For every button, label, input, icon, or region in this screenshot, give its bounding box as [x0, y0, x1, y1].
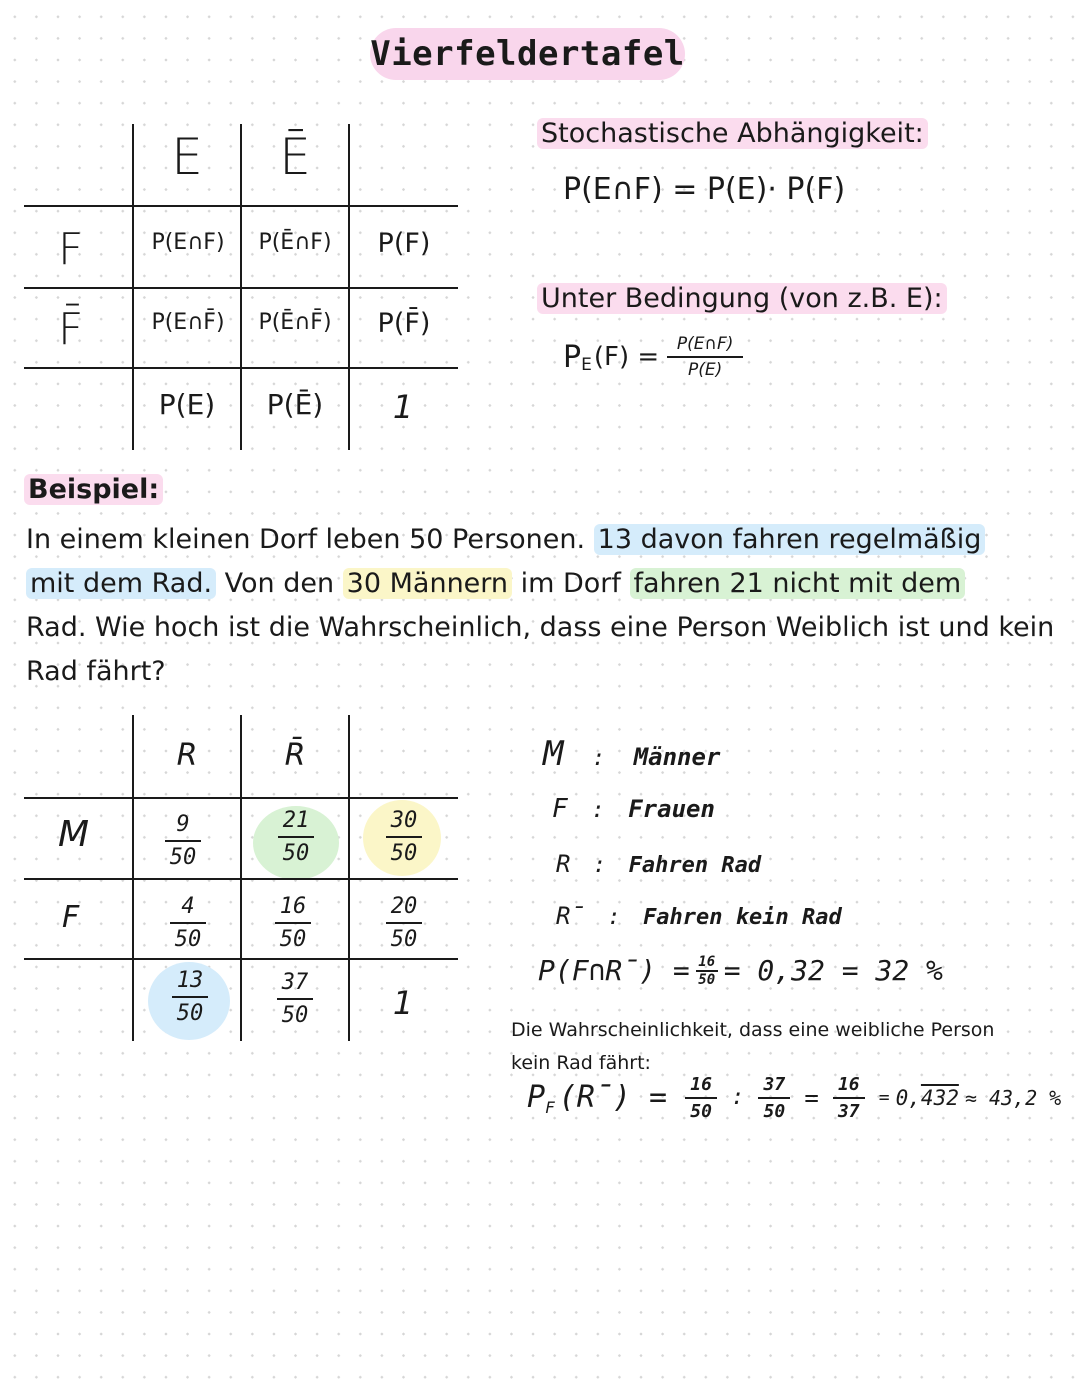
- cell-p-e-and-fbar: P(E∩F̄): [151, 310, 225, 335]
- cell-p-ebar-and-f: P(Ē∩F): [258, 230, 332, 255]
- legend-symbol: R̄: [556, 902, 585, 930]
- legend-text: Fahren Rad: [628, 853, 762, 878]
- numerator: 21: [282, 808, 310, 833]
- cell-p-ebar: P(Ē): [266, 388, 324, 421]
- denominator: 50: [174, 927, 202, 952]
- denominator: 50: [176, 1001, 204, 1026]
- cell-grand-total: 1: [392, 984, 414, 1022]
- table-hline: [24, 797, 458, 799]
- calc1-lhs: P(F∩R̄) =: [538, 954, 690, 988]
- legend-separator: :: [607, 905, 621, 930]
- conclusion-text: [511, 1014, 994, 1080]
- fraction-bar: [833, 1097, 865, 1099]
- example-highlight-blue: mit dem Rad.: [26, 568, 216, 599]
- cell-p-f: P(F): [377, 228, 431, 259]
- example-highlight-blue: 13 davon fahren regelmäßig: [594, 524, 986, 555]
- legend-item: [543, 734, 720, 774]
- calc2-fraction-1: [685, 1074, 717, 1122]
- table-hline: [24, 367, 458, 369]
- cell-total-r: [172, 968, 208, 1026]
- example-text-part: im Dorf: [512, 568, 630, 599]
- col-header-r: R: [176, 738, 198, 773]
- cell-m-total: [386, 808, 422, 866]
- example-text-part: In einem kleinen Dorf leben 50 Personen.: [26, 524, 594, 555]
- cell-f-total: [386, 894, 422, 952]
- denominator: 50: [390, 927, 418, 952]
- dependence-heading: [537, 118, 928, 149]
- example-text-part: Von den: [216, 568, 343, 599]
- cell-f-rbar: [275, 894, 311, 952]
- conditional-lhs-arg: (F) =: [593, 342, 660, 372]
- denominator: 37: [837, 1100, 860, 1122]
- calc2-lhs-sub: F: [545, 1098, 555, 1118]
- legend-item: [556, 850, 761, 878]
- cell-m-rbar: [278, 808, 314, 866]
- cell-p-fbar: P(F̄): [377, 308, 431, 339]
- legend-symbol: M: [543, 734, 564, 774]
- conditional-fraction: [667, 334, 743, 380]
- numerator: 16: [690, 1074, 712, 1095]
- example-heading-text: Beispiel:: [24, 474, 163, 505]
- calc2-divide: :: [731, 1085, 745, 1111]
- table-hline: [24, 205, 458, 207]
- table-hline: [24, 878, 458, 880]
- cell-p-e-and-f: P(E∩F): [151, 230, 225, 255]
- numerator: 16: [837, 1074, 860, 1095]
- legend-item: [556, 902, 842, 930]
- numerator: 30: [390, 808, 418, 833]
- fraction-bar: [386, 922, 422, 924]
- table-hline: [24, 287, 458, 289]
- calc2-lhs-arg: (R̄) =: [558, 1080, 668, 1116]
- denominator: 50: [282, 841, 310, 866]
- fraction-bar: [275, 922, 311, 924]
- fraction-bar: [758, 1097, 790, 1099]
- row-label-f-bar: F̄: [58, 304, 84, 355]
- numerator: 37: [281, 970, 309, 995]
- calc2-result-approx: ≈ 43,2 %: [964, 1085, 1062, 1110]
- legend-symbol: F: [552, 794, 568, 824]
- fraction-bar: [278, 836, 314, 838]
- legend-separator: :: [591, 746, 606, 771]
- legend-separator: :: [592, 853, 607, 878]
- numerator: 4: [181, 894, 195, 919]
- cell-p-e: P(E): [158, 388, 216, 421]
- fraction-bar: [165, 840, 201, 842]
- denominator: 50: [698, 971, 716, 988]
- calc-conditional-result: [527, 1074, 1061, 1122]
- conclusion-line: Die Wahrscheinlichkeit, dass eine weibliche Person: [511, 1019, 995, 1041]
- conditional-lhs: P: [563, 339, 582, 375]
- cell-m-r: [165, 812, 201, 870]
- conclusion-line: kein Rad fährt:: [511, 1052, 651, 1074]
- dependence-formula: P(E∩F) = P(E)· P(F): [563, 172, 846, 207]
- example-highlight-green: fahren 21 nicht mit dem: [630, 568, 966, 599]
- legend-separator: :: [591, 798, 605, 823]
- row-label-f: F: [62, 900, 80, 935]
- cell-f-r: [170, 894, 206, 952]
- example-text-part: Rad. Wie hoch ist die Wahrscheinlich, dass eine Person Weiblich ist und kein Rad fährt?: [26, 612, 1055, 687]
- conditional-formula: [563, 334, 743, 380]
- fraction-bar: [685, 1097, 717, 1099]
- numerator: 20: [390, 894, 418, 919]
- conditional-numerator: P(E∩F): [676, 334, 734, 354]
- denominator: 50: [169, 845, 197, 870]
- example-text: [26, 518, 1066, 694]
- numerator: 37: [763, 1074, 786, 1095]
- calc2-equals: =: [804, 1083, 819, 1112]
- fraction-bar: [172, 996, 208, 998]
- cell-total-one: 1: [392, 388, 414, 426]
- fraction-bar: [277, 998, 313, 1000]
- col-header-e-bar: Ē: [279, 128, 311, 186]
- cell-p-ebar-and-fbar: P(Ē∩F̄): [258, 310, 332, 335]
- conditional-heading: [537, 283, 947, 314]
- denominator: 50: [690, 1100, 712, 1122]
- example-highlight-yellow: 30 Männern: [343, 568, 512, 599]
- legend-text: Fahren kein Rad: [643, 905, 842, 930]
- conditional-denominator: P(E): [688, 360, 723, 380]
- calc1-rhs: = 0,32 = 32 %: [723, 954, 943, 988]
- row-label-m: M: [58, 814, 90, 855]
- numerator: 16: [698, 954, 716, 970]
- example-heading: [24, 474, 163, 505]
- calc2-lhs: P: [527, 1080, 546, 1116]
- page-title: Vierfeldertafel: [370, 28, 685, 80]
- calc-p-f-and-rbar: [538, 954, 943, 988]
- calc2-result-int: 0,: [895, 1085, 921, 1110]
- denominator: 50: [281, 1003, 309, 1028]
- conditional-lhs-sub: E: [581, 355, 592, 375]
- numerator: 13: [176, 968, 204, 993]
- col-header-r-bar: R̄: [284, 738, 306, 773]
- dependence-heading-text: Stochastische Abhängigkeit:: [537, 118, 928, 149]
- cell-total-rbar: [277, 970, 313, 1028]
- legend-item: [552, 794, 715, 824]
- numerator: 16: [279, 894, 307, 919]
- fraction-bar: [386, 836, 422, 838]
- conditional-heading-text: Unter Bedingung (von z.B. E):: [537, 283, 947, 314]
- row-label-f: F: [58, 224, 84, 275]
- table-hline: [24, 958, 458, 960]
- calc2-equals: =: [878, 1087, 890, 1109]
- fraction-bar: [170, 922, 206, 924]
- numerator: 9: [176, 812, 190, 837]
- calc1-fraction: [696, 954, 718, 988]
- legend-text: Männer: [633, 743, 721, 771]
- calc2-fraction-2: [758, 1074, 790, 1122]
- denominator: 50: [279, 927, 307, 952]
- calc2-result-repeat: 432: [920, 1085, 959, 1110]
- denominator: 50: [763, 1100, 786, 1122]
- fraction-bar: [667, 356, 743, 358]
- col-header-e: E: [171, 128, 203, 186]
- legend-text: Frauen: [628, 795, 715, 823]
- calc2-fraction-3: [833, 1074, 865, 1122]
- denominator: 50: [390, 841, 418, 866]
- legend-symbol: R: [556, 850, 571, 878]
